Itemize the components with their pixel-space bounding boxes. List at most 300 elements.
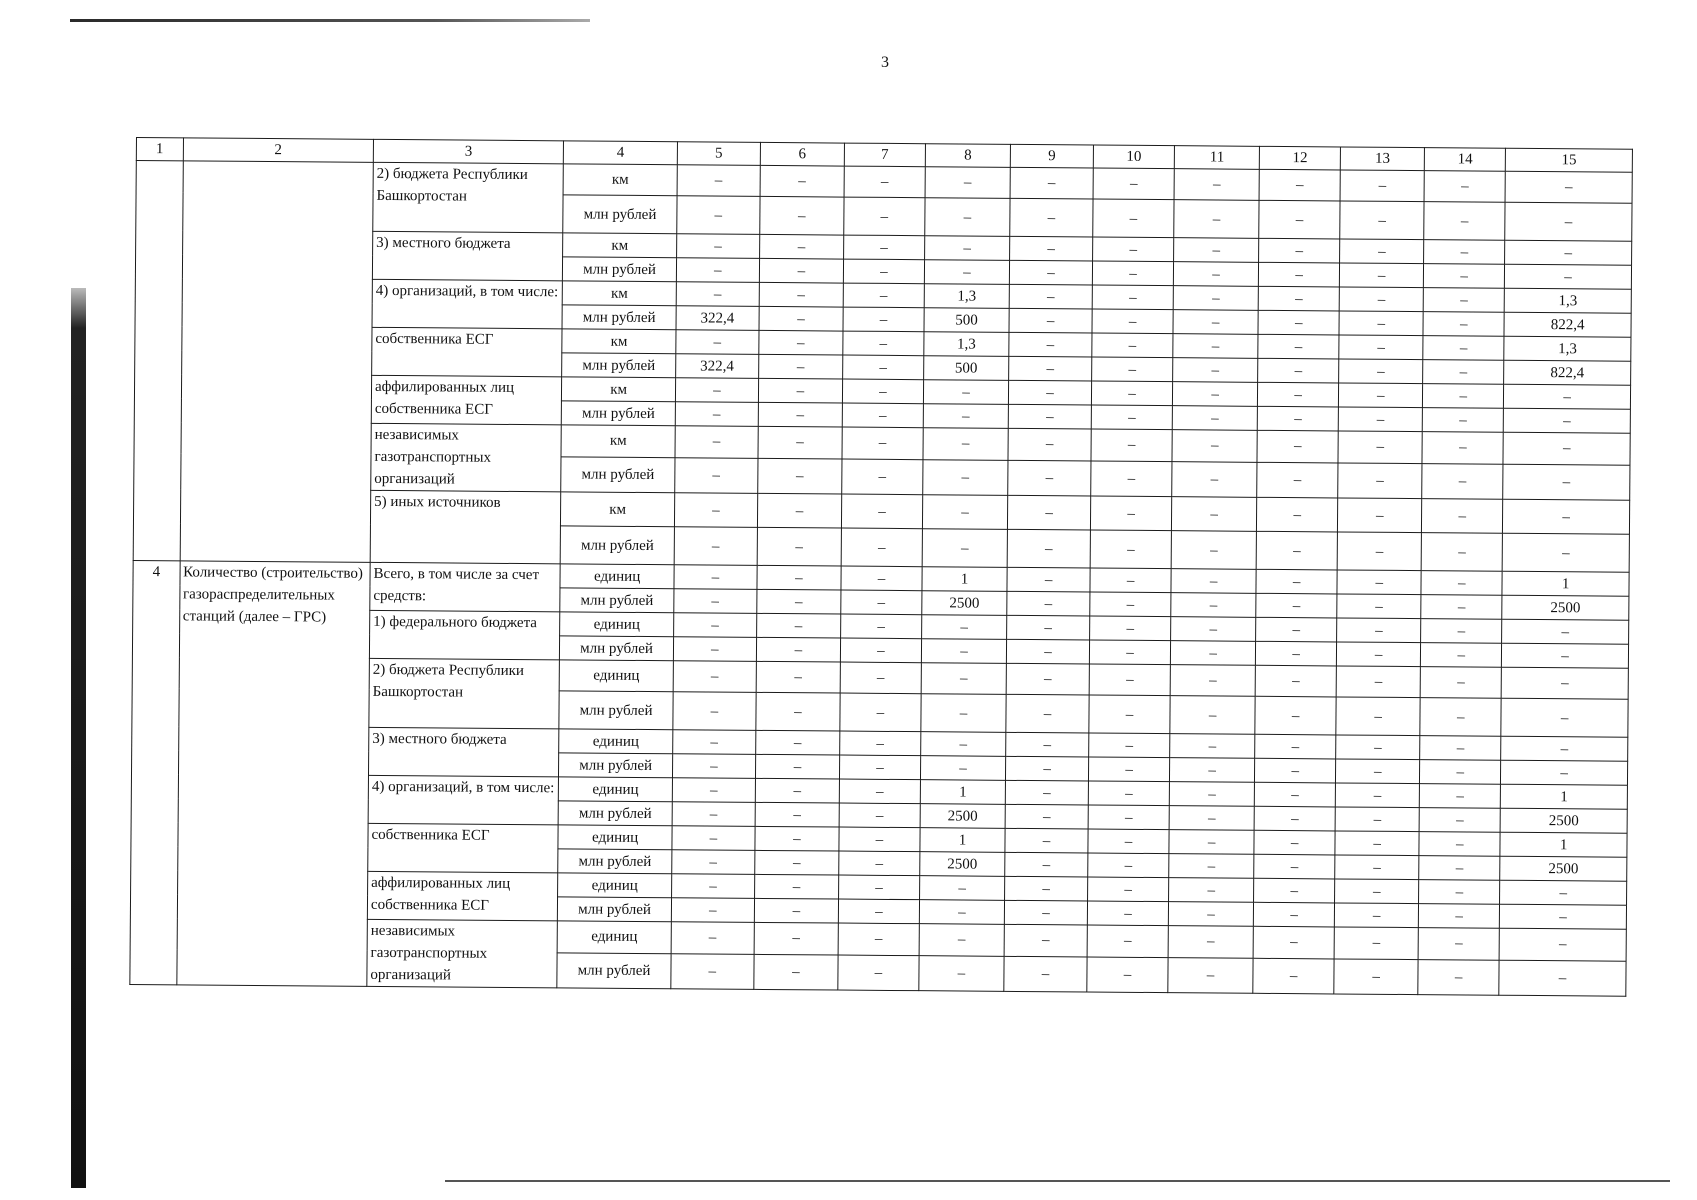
value-cell: – xyxy=(1009,308,1092,333)
unit-cell: км xyxy=(563,281,677,306)
value-cell: – xyxy=(1502,533,1629,572)
value-cell: 1 xyxy=(920,780,1005,805)
funding-source-cell: собственника ЕСГ xyxy=(372,327,563,376)
page-number: 3 xyxy=(881,54,889,71)
value-cell: – xyxy=(1336,735,1420,760)
value-cell: – xyxy=(1004,924,1087,957)
value-cell: – xyxy=(1004,956,1087,992)
value-cell: – xyxy=(1254,878,1335,903)
value-cell: – xyxy=(1005,828,1088,853)
value-cell: – xyxy=(1090,530,1171,569)
value-cell: – xyxy=(1334,959,1418,995)
unit-cell: км xyxy=(562,329,676,354)
value-cell: – xyxy=(1339,311,1423,336)
value-cell: – xyxy=(1171,531,1256,570)
value-cell: – xyxy=(924,260,1009,285)
value-cell: – xyxy=(1420,698,1501,737)
value-cell: – xyxy=(674,527,757,566)
value-cell: – xyxy=(1424,202,1505,241)
value-cell: – xyxy=(843,283,924,308)
value-cell: – xyxy=(1008,428,1091,461)
value-cell: – xyxy=(1255,734,1336,759)
value-cell: – xyxy=(1335,783,1419,808)
value-cell: – xyxy=(1090,568,1171,593)
value-cell: – xyxy=(842,427,923,460)
value-cell: – xyxy=(842,379,923,404)
value-cell: – xyxy=(1256,569,1337,594)
value-cell: – xyxy=(919,900,1004,925)
unit-cell: млн рублей xyxy=(562,305,676,330)
value-cell: – xyxy=(754,898,838,923)
value-cell: – xyxy=(1340,170,1424,202)
value-cell: – xyxy=(1335,855,1419,880)
value-cell: – xyxy=(842,403,923,428)
value-cell: – xyxy=(841,494,922,529)
value-cell: – xyxy=(1092,357,1173,382)
value-cell: – xyxy=(1419,808,1500,833)
value-cell: – xyxy=(673,613,756,638)
value-cell: – xyxy=(1423,288,1504,313)
value-cell: – xyxy=(1503,408,1630,433)
value-cell: – xyxy=(674,565,757,590)
unit-cell: млн рублей xyxy=(559,691,673,730)
value-cell: – xyxy=(675,378,758,403)
value-cell: – xyxy=(1420,784,1501,809)
value-cell: – xyxy=(1337,532,1421,571)
column-header: 14 xyxy=(1425,148,1506,172)
value-cell: – xyxy=(1338,463,1422,499)
value-cell: – xyxy=(672,778,755,803)
value-cell: – xyxy=(676,282,759,307)
column-header: 15 xyxy=(1506,148,1633,172)
value-cell: – xyxy=(1420,760,1501,785)
value-cell: – xyxy=(673,637,756,662)
table-container xyxy=(129,137,1633,997)
value-cell: – xyxy=(1088,829,1169,854)
value-cell: – xyxy=(1335,831,1419,856)
value-cell: – xyxy=(840,731,921,756)
value-cell: – xyxy=(1503,432,1630,465)
value-cell: – xyxy=(1258,310,1339,335)
value-cell: – xyxy=(1424,264,1505,289)
value-cell: – xyxy=(921,694,1006,733)
value-cell: – xyxy=(1423,312,1504,337)
value-cell: – xyxy=(923,404,1008,429)
value-cell: – xyxy=(1173,286,1258,311)
value-cell: 1,3 xyxy=(1504,336,1631,361)
value-cell: – xyxy=(1254,902,1335,927)
value-cell: – xyxy=(923,380,1008,405)
value-cell: – xyxy=(1091,461,1172,497)
value-cell: – xyxy=(925,167,1010,199)
value-cell: – xyxy=(1173,382,1258,407)
value-cell: – xyxy=(672,850,755,875)
value-cell: – xyxy=(1254,782,1335,807)
value-cell: – xyxy=(756,730,840,755)
value-cell: – xyxy=(1335,903,1419,928)
column-header: 3 xyxy=(373,139,564,163)
value-cell: – xyxy=(1088,805,1169,830)
value-cell: – xyxy=(1087,957,1168,993)
value-cell: – xyxy=(919,876,1004,901)
value-cell: – xyxy=(1503,499,1630,534)
value-cell: – xyxy=(1007,591,1090,616)
value-cell: – xyxy=(1259,262,1340,287)
funding-source-cell: Всего, в том числе за счет средств: xyxy=(370,562,561,611)
column-header: 9 xyxy=(1010,144,1093,168)
value-cell: – xyxy=(1171,569,1256,594)
value-cell: – xyxy=(1089,640,1170,665)
value-cell: – xyxy=(1092,285,1173,310)
value-cell: – xyxy=(756,661,840,693)
value-cell: – xyxy=(676,234,759,259)
value-cell: – xyxy=(757,527,841,566)
value-cell: 322,4 xyxy=(676,306,759,331)
value-cell: – xyxy=(1336,759,1420,784)
value-cell: – xyxy=(1170,696,1255,735)
value-cell: – xyxy=(1256,593,1337,618)
value-cell: – xyxy=(1421,643,1502,668)
indicator-cell xyxy=(180,161,374,562)
unit-cell: единиц xyxy=(559,777,673,802)
value-cell: – xyxy=(1088,781,1169,806)
value-cell: – xyxy=(1171,593,1256,618)
value-cell: – xyxy=(1336,697,1420,736)
row-number-cell xyxy=(133,161,183,561)
value-cell: – xyxy=(756,613,840,638)
value-cell: – xyxy=(921,732,1006,757)
value-cell: – xyxy=(1254,854,1335,879)
value-cell: 2500 xyxy=(920,852,1005,877)
value-cell: – xyxy=(760,165,844,197)
value-cell: – xyxy=(1422,464,1503,500)
value-cell: – xyxy=(1257,497,1338,532)
value-cell: – xyxy=(1424,171,1505,203)
column-header: 10 xyxy=(1093,145,1174,169)
value-cell: – xyxy=(1505,171,1632,203)
value-cell: – xyxy=(841,614,922,639)
value-cell: – xyxy=(1340,201,1424,240)
value-cell: – xyxy=(839,827,920,852)
value-cell: – xyxy=(1424,240,1505,265)
value-cell: – xyxy=(674,589,757,614)
unit-cell: млн рублей xyxy=(561,457,675,493)
value-cell: – xyxy=(1168,958,1253,994)
value-cell: – xyxy=(1173,334,1258,359)
value-cell: – xyxy=(1093,237,1174,262)
value-cell: – xyxy=(1093,168,1174,200)
value-cell: 1 xyxy=(1502,571,1629,596)
value-cell: – xyxy=(1505,240,1632,265)
funding-source-cell: независимых газотранспортных организаций xyxy=(371,423,562,491)
value-cell: – xyxy=(1174,169,1259,201)
value-cell: – xyxy=(1092,309,1173,334)
value-cell: – xyxy=(1005,804,1088,829)
value-cell: – xyxy=(842,459,923,495)
scan-edge-left xyxy=(71,288,86,1188)
value-cell: – xyxy=(1088,853,1169,878)
value-cell: – xyxy=(1337,594,1421,619)
value-cell: – xyxy=(1338,498,1422,533)
funding-source-cell: аффилированных лиц собственника ЕСГ xyxy=(371,375,562,424)
value-cell: – xyxy=(922,615,1007,640)
unit-cell: млн рублей xyxy=(560,636,674,661)
value-cell: – xyxy=(1420,736,1501,761)
value-cell: 500 xyxy=(924,308,1009,333)
value-cell: – xyxy=(1254,830,1335,855)
value-cell: – xyxy=(675,426,758,459)
value-cell: – xyxy=(1255,696,1336,735)
unit-cell: единиц xyxy=(560,612,674,637)
value-cell: 1 xyxy=(920,828,1005,853)
funding-source-cell: 4) организаций, в том числе: xyxy=(368,775,559,824)
value-cell: – xyxy=(1007,529,1090,568)
value-cell: – xyxy=(1007,615,1090,640)
value-cell: – xyxy=(1006,732,1089,757)
value-cell: – xyxy=(1010,198,1093,237)
value-cell: – xyxy=(841,528,922,567)
value-cell: 1,3 xyxy=(1504,288,1631,313)
value-cell: – xyxy=(1253,926,1334,959)
value-cell: – xyxy=(1421,595,1502,620)
value-cell: – xyxy=(1169,806,1254,831)
value-cell: – xyxy=(1423,336,1504,361)
value-cell: – xyxy=(1500,904,1627,929)
value-cell: – xyxy=(922,529,1007,568)
value-cell: – xyxy=(841,590,922,615)
value-cell: – xyxy=(754,954,838,990)
value-cell: – xyxy=(1259,200,1340,239)
value-cell: – xyxy=(759,330,843,355)
value-cell: – xyxy=(1169,878,1254,903)
value-cell: – xyxy=(1418,928,1499,961)
value-cell: – xyxy=(671,874,754,899)
value-cell: – xyxy=(923,428,1008,461)
value-cell: – xyxy=(1006,694,1089,733)
value-cell: – xyxy=(758,458,842,494)
value-cell: – xyxy=(758,402,842,427)
unit-cell: млн рублей xyxy=(560,588,674,613)
value-cell: – xyxy=(1168,902,1253,927)
scan-edge-top xyxy=(70,19,590,22)
value-cell: – xyxy=(920,756,1005,781)
value-cell: 1,3 xyxy=(924,284,1009,309)
value-cell: – xyxy=(844,166,925,198)
value-cell: 2500 xyxy=(920,804,1005,829)
value-cell: – xyxy=(754,922,838,955)
funding-source-cell: 3) местного бюджета xyxy=(372,231,563,280)
value-cell: – xyxy=(673,661,756,693)
value-cell: – xyxy=(838,875,919,900)
value-cell: 2500 xyxy=(1500,808,1627,833)
table-body xyxy=(130,161,1632,997)
value-cell: – xyxy=(1335,807,1419,832)
value-cell: – xyxy=(1256,641,1337,666)
value-cell: – xyxy=(1421,533,1502,572)
unit-cell: км xyxy=(562,377,676,402)
value-cell: – xyxy=(843,331,924,356)
unit-cell: млн рублей xyxy=(558,897,672,922)
value-cell: – xyxy=(1421,619,1502,644)
value-cell: – xyxy=(1169,854,1254,879)
funding-source-cell: 3) местного бюджета xyxy=(368,727,559,776)
value-cell: 2500 xyxy=(1500,856,1627,881)
unit-cell: единиц xyxy=(560,660,674,692)
value-cell: – xyxy=(1092,261,1173,286)
unit-cell: млн рублей xyxy=(561,526,675,565)
value-cell: – xyxy=(1006,639,1089,664)
value-cell: – xyxy=(1255,758,1336,783)
value-cell: – xyxy=(1257,462,1338,498)
value-cell: – xyxy=(1173,262,1258,287)
value-cell: – xyxy=(1170,665,1255,697)
funding-source-cell: собственника ЕСГ xyxy=(368,823,559,872)
value-cell: – xyxy=(1171,617,1256,642)
value-cell: – xyxy=(1337,642,1421,667)
value-cell: – xyxy=(760,196,844,235)
value-cell: – xyxy=(677,165,760,197)
value-cell: – xyxy=(1007,495,1090,530)
value-cell: – xyxy=(1259,169,1340,201)
value-cell: – xyxy=(672,826,755,851)
value-cell: – xyxy=(1008,404,1091,429)
value-cell: 822,4 xyxy=(1504,312,1631,337)
value-cell: – xyxy=(1505,202,1632,241)
value-cell: – xyxy=(1087,925,1168,958)
value-cell: – xyxy=(1090,592,1171,617)
unit-cell: км xyxy=(563,164,677,196)
value-cell: – xyxy=(1093,199,1174,238)
value-cell: – xyxy=(1172,497,1257,532)
value-cell: – xyxy=(1009,260,1092,285)
value-cell: 1 xyxy=(922,567,1007,592)
value-cell: – xyxy=(919,924,1004,957)
value-cell: – xyxy=(1422,499,1503,534)
unit-cell: км xyxy=(561,492,675,527)
value-cell: – xyxy=(674,493,757,528)
value-cell: – xyxy=(1505,264,1632,289)
value-cell: – xyxy=(840,693,921,732)
value-cell: – xyxy=(1500,880,1627,905)
value-cell: – xyxy=(756,692,840,731)
value-cell: – xyxy=(1503,464,1630,500)
value-cell: – xyxy=(1091,496,1172,531)
value-cell: – xyxy=(1172,462,1257,498)
column-header: 1 xyxy=(136,138,183,161)
value-cell: – xyxy=(1008,460,1091,496)
value-cell: – xyxy=(1501,698,1628,737)
value-cell: – xyxy=(838,955,919,991)
value-cell: – xyxy=(1257,430,1338,463)
column-header: 13 xyxy=(1340,147,1424,171)
value-cell: – xyxy=(840,638,921,663)
unit-cell: млн рублей xyxy=(558,849,672,874)
value-cell: – xyxy=(1173,358,1258,383)
value-cell: – xyxy=(1089,664,1170,696)
indicator-cell: Количество (строительство) газораспределительных станций (далее – ГРС) xyxy=(176,561,370,986)
value-cell: – xyxy=(1338,431,1422,464)
value-cell: – xyxy=(1169,830,1254,855)
value-cell: – xyxy=(1092,333,1173,358)
value-cell: – xyxy=(1091,429,1172,462)
value-cell: – xyxy=(839,803,920,828)
unit-cell: единиц xyxy=(559,729,673,754)
value-cell: – xyxy=(1005,780,1088,805)
value-cell: – xyxy=(921,663,1006,695)
value-cell: – xyxy=(673,730,756,755)
value-cell: – xyxy=(754,874,838,899)
value-cell: – xyxy=(1339,287,1423,312)
value-cell: – xyxy=(844,235,925,260)
column-header: 7 xyxy=(844,143,925,167)
value-cell: – xyxy=(925,198,1010,237)
value-cell: – xyxy=(756,637,840,662)
value-cell: – xyxy=(757,493,841,528)
funding-source-cell: независимых газотранспортных организаций xyxy=(367,919,558,987)
value-cell: – xyxy=(843,307,924,332)
value-cell: – xyxy=(1258,382,1339,407)
value-cell: – xyxy=(1336,666,1420,698)
value-cell: – xyxy=(923,460,1008,496)
value-cell: – xyxy=(838,899,919,924)
value-cell: – xyxy=(1168,926,1253,959)
funding-source-cell: 2) бюджета Республики Башкортостан xyxy=(373,162,564,232)
value-cell: – xyxy=(1009,284,1092,309)
value-cell: – xyxy=(1258,358,1339,383)
value-cell: – xyxy=(1339,383,1423,408)
value-cell: – xyxy=(1092,381,1173,406)
value-cell: – xyxy=(758,378,842,403)
value-cell: – xyxy=(1255,665,1336,697)
funding-source-cell: аффилированных лиц собственника ЕСГ xyxy=(367,871,558,920)
value-cell: – xyxy=(1335,879,1419,904)
unit-cell: единиц xyxy=(557,921,671,954)
unit-cell: единиц xyxy=(558,873,672,898)
value-cell: – xyxy=(1337,570,1421,595)
value-cell: – xyxy=(672,754,755,779)
value-cell: – xyxy=(1504,384,1631,409)
scan-edge-bottom xyxy=(445,1180,1670,1182)
value-cell: – xyxy=(1006,756,1089,781)
value-cell: – xyxy=(1005,876,1088,901)
funding-source-cell: 5) иных источников xyxy=(370,490,561,563)
value-cell: – xyxy=(838,923,919,956)
value-cell: – xyxy=(1337,618,1421,643)
value-cell: – xyxy=(676,258,759,283)
value-cell: – xyxy=(1010,167,1093,199)
value-cell: – xyxy=(759,282,843,307)
unit-cell: млн рублей xyxy=(563,195,677,234)
value-cell: – xyxy=(1172,406,1257,431)
value-cell: – xyxy=(671,922,754,955)
value-cell: – xyxy=(1339,335,1423,360)
unit-cell: млн рублей xyxy=(559,753,673,778)
value-cell: – xyxy=(758,426,842,459)
value-cell: – xyxy=(922,495,1007,530)
value-cell: – xyxy=(759,258,843,283)
value-cell: – xyxy=(843,355,924,380)
value-cell: – xyxy=(1170,734,1255,759)
value-cell: – xyxy=(1004,900,1087,925)
unit-cell: млн рублей xyxy=(562,401,676,426)
value-cell: – xyxy=(755,778,839,803)
value-cell: – xyxy=(1334,927,1418,960)
value-cell: – xyxy=(1419,856,1500,881)
value-cell: – xyxy=(1258,286,1339,311)
value-cell: – xyxy=(1170,758,1255,783)
unit-cell: млн рублей xyxy=(563,257,677,282)
value-cell: – xyxy=(676,330,759,355)
